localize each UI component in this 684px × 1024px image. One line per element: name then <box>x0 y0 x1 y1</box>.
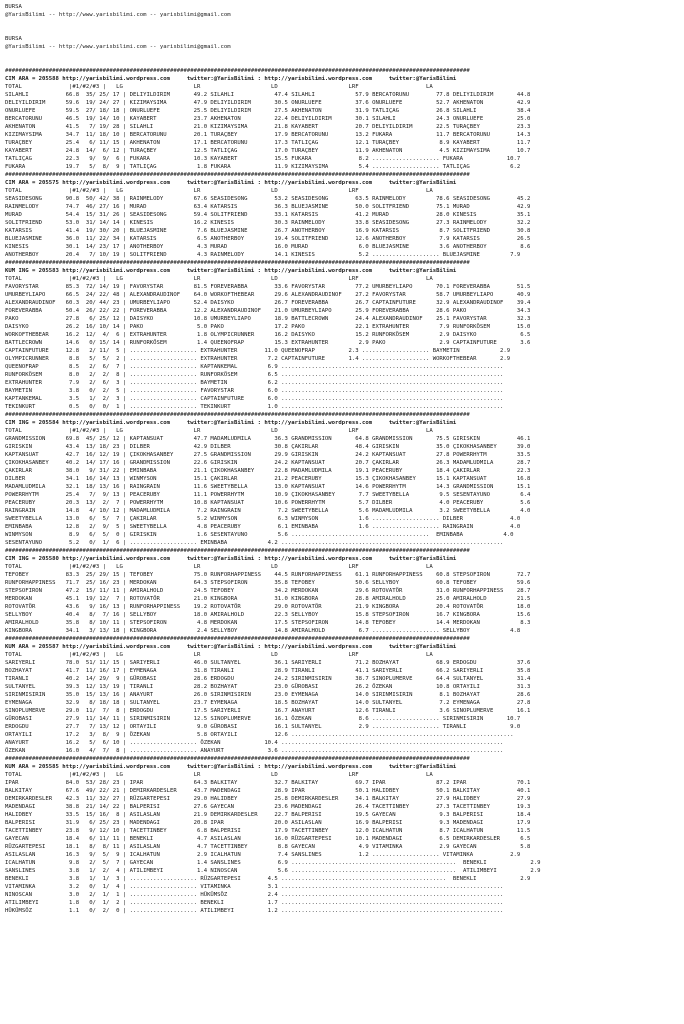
table-row: KAYABERT 24.8 14/ 6/ 12 | TURAÇBEY 12.5 TATLIÇAG 17.0 TURAÇBEY 11.9 AKHENATON 4.5 KIZIMAYSIMA 10.7 <box>5 148 531 154</box>
table-row: RAINMELODY 74.7 46/ 27/ 16 | MURAD 63.4 KATARSIS 36.3 BLUEJASMINE 50.0 SOLITFRIEND 75.1 MURAD 42.9 <box>5 204 531 210</box>
table-row: ERDOGDU 27.7 7/ 13/ 12 | ORTAYILI 9.0 GÜROBASI 16.1 SULTANYEL 2.9 .................... TIRANLI 9.0 <box>5 724 521 730</box>
race-header: CIM ARA = 205588 http://yarisbilimi.wordpress.com twitter:@YarisBilimi : http://yarisbilimi.wordpress.com twitter:@YarisBilimi <box>5 76 457 82</box>
table-row: PEACERUBY 20.3 13/ 2/ 7 | POWERRHYTM 10.8 KAPTANSUAT 10.6 POWERRHYTM 5.7 DILBER 4.0 PEACERUBY 5.6 <box>5 500 531 506</box>
race-header: CIM ING = 205580 http://yarisbilimi.wordpress.com twitter:@YarisBilimi : http://yarisbilimi.wordpress.com twitter:@YarisBilimi <box>5 556 457 562</box>
table-row: SEASIDESONG 90.8 50/ 42/ 38 | RAINMELODY 67.6 SEASIDESONG 53.2 SEASIDESONG 63.5 RAINMELODY 78.6 SEASIDESONG 45.2 <box>5 196 531 202</box>
table-row: BOZHAYAT 41.7 11/ 16/ 17 | EYMENAGA 31.8 TIRANLI 28.9 TIRANLI 41.1 SARIYERLI 66.2 SARIYERLI 35.8 <box>5 668 531 674</box>
table-row: TIRANLI 40.2 14/ 29/ 9 | GÜROBASI 28.6 ERDOGDU 24.2 SIRINMISIRIN 38.7 SINOPLUMERVE 64.4 SULTANYEL 31.4 <box>5 676 531 682</box>
race-header: KUM ARA = 205585 http://yarisbilimi.wordpress.com twitter:@YarisBilimi : http://yarisbilimi.wordpress.com twitter:@YarisBilimi <box>5 764 457 770</box>
table-row: DAISYKO 26.2 16/ 10/ 14 | PAKO 5.0 PAKO 17.2 PAKO 22.1 EXTRAHUNTER 7.9 RUNFORKÖSEM 15.0 <box>5 324 531 330</box>
column-header-row: TOTAL |#1/#2/#3 | LG LR LD LRF LA <box>5 188 433 194</box>
table-row: DELIYILDIRIM 59.6 19/ 24/ 27 | KIZIMAYSIMA 47.9 DELIYILDIRIM 30.5 ONURLUEFE 37.6 ONURLUEFE 52.7 AKHENATON 42.9 <box>5 100 531 106</box>
column-header-row: TOTAL |#1/#2/#3 | LG LR LD LRF LA <box>5 428 433 434</box>
table-row: CAPTAINFUTURE 12.8 2/ 11/ 5 | .................... EXTRAHUNTER 11.0 QUEENOFRAP 2.3 .................... BAYMETIN 2.9 <box>5 348 511 354</box>
table-row: ÇIKOKHASANBEY 40.2 14/ 17/ 16 | GRANDMISSION 22.6 GIRISKIN 24.2 KAPTANSUAT 20.7 ÇAKIRLAR 26.3 MADAMLUDMILA 28.7 <box>5 460 531 466</box>
table-row: EMINBABA 12.8 2/ 9/ 5 | SWEETYBELLA 4.8 PEACERUBY 6.1 EMINBABA 1.6 .................... RAINGRAIN 4.0 <box>5 524 521 530</box>
table-row: TEKINKURT 0.5 0/ 0/ 1 | .................... TEKINKURT 1.0 .................................................................. <box>5 404 504 410</box>
table-row: WORKOFTHEBEAR 16.2 12/ 4/ 6 | EXTRAHUNTER 1.8 OLYMPICRUNNER 16.2 DAISYKO 15.2 RUNFORKÖSEM 2.9 DAISYKO 6.5 <box>5 332 531 338</box>
blank-line <box>5 59 684 67</box>
table-row: ORTAYILI 17.2 3/ 8/ 9 | ÖZEKAN 5.8 ORTAYILI 12.6 .................................................................. <box>5 732 514 738</box>
table-row: GIRISKIN 43.4 13/ 18/ 23 | DILBER 42.9 DILBER 30.8 ÇAKIRLAR 48.4 GIRISKIN 35.0 ÇIKOKHASANBEY 39.0 <box>5 444 531 450</box>
table-row: RUNFORHAPPINESS 71.7 25/ 16/ 23 | MERDOKAN 64.3 STEPSOFIRON 35.8 TEFOBEY 50.6 SELLYBOY 60.8 TEFOBEY 59.6 <box>5 580 531 586</box>
section-divider: ########################################################################################################################################## <box>5 548 470 554</box>
table-row: BAYMETIN 3.8 0/ 2/ 5 | .................... FAVORYSTAR 6.0 .................................................................. <box>5 388 504 394</box>
table-row: RUNFORKÖSEM 8.0 2/ 2/ 8 | .................... RUNFORKÖSEM 6.5 .................................................................. <box>5 372 504 378</box>
table-row: HÜKÜMSÖZ 1.1 0/ 2/ 0 | .................... ATILIMBEYI 1.2 .................................................................. <box>5 908 504 914</box>
table-row: EXTRAHUNTER 7.9 2/ 6/ 3 | .................... BAYMETIN 6.2 .................................................................. <box>5 380 504 386</box>
column-header-row: TOTAL |#1/#2/#3 | LG LR LD LRF LA <box>5 652 433 658</box>
table-row: NINOSCAN 3.0 2/ 1/ 1 | .................... HÜKÜMSÖZ 2.4 .................................................................. <box>5 892 504 898</box>
table-row: ANAYURT 16.2 5/ 6/ 10 | .................... ÖZEKAN 10.4 .................................................................. <box>5 740 504 746</box>
table-row: SINOPLUMERVE 29.0 11/ 7/ 8 | ERDOGDU 17.5 SARIYERLI 16.7 ANAYURT 12.6 TIRANLI 3.6 SINOPLUMERVE 16.1 <box>5 708 531 714</box>
table-row: ANOTHERBOY 20.4 7/ 10/ 19 | SOLITFRIEND 4.3 RAINMELODY 14.1 KINESIS 5.2 .................... BLUEJASMINE 7.9 <box>5 252 521 258</box>
table-row: ONURLUEFE 59.5 27/ 18/ 18 | ONURLUEFE 25.5 DELIYILDIRIM 27.5 AKHENATON 31.9 TATLIÇAG 26.8 SILAHLI 38.4 <box>5 108 531 114</box>
table-row: BALKITAY 67.6 49/ 22/ 21 | DEMIRKARDESLER 43.7 MADENDAGI 28.9 IPAR 50.1 HALIDBEY 50.1 BALKITAY 40.1 <box>5 788 531 794</box>
section-divider: ########################################################################################################################################## <box>5 260 470 266</box>
table-row: KAPTANKEMAL 3.5 1/ 2/ 3 | .................... CAPTAINFUTURE 6.0 .................................................................. <box>5 396 504 402</box>
table-row: TACETTINBEY 23.8 9/ 12/ 10 | TACETTINBEY 6.8 BALPERISI 17.9 TACETTINBEY 12.0 ICALHATUN 8.7 ICALHATUN 11.5 <box>5 828 531 834</box>
table-row: ASILASLAN 16.3 9/ 5/ 9 | ICALHATUN 2.9 ICALHATUN 7.4 SANSLINES 1.2 .................... VITAMINKA 2.9 <box>5 852 521 858</box>
table-row: FOREVERABBA 50.4 26/ 22/ 22 | FOREVERABBA 12.2 ALEXANDRAUDINOF 21.0 UMURBEYLIAPO 25.9 FOREVERABBA 28.6 PAKO 34.3 <box>5 308 531 314</box>
table-row: MURAD 54.4 15/ 31/ 26 | SEASIDESONG 59.4 SOLITFRIEND 33.1 KATARSIS 41.2 MURAD 28.0 KINESIS 35.1 <box>5 212 531 218</box>
table-row: ALEXANDRAUDINOF 60.3 20/ 44/ 23 | UMURBEYLIAPO 52.4 DAISYKO 26.7 FOREVERABBA 26.7 CAPTAINFUTURE 32.9 ALEXANDRAUDINOF 39.4 <box>5 300 531 306</box>
table-row: ÖZEKAN 16.0 4/ 7/ 8 | .................... ANAYURT 3.6 .................................................................. <box>5 748 504 754</box>
table-row: ROTOVATÖR 43.6 9/ 16/ 13 | RUNFORHAPPINESS 19.2 ROTOVATÖR 29.0 ROTOVATÖR 21.9 KINGBORA 20.4 ROTOVATÖR 18.0 <box>5 604 531 610</box>
table-row: SESENTAYUNO 5.2 0/ 1/ 6 | .................... EMINBABA 4.2 .................................................................. <box>5 540 504 546</box>
section-divider: ########################################################################################################################################## <box>5 68 470 74</box>
table-row: DEMIRKARDESLER 42.3 11/ 32/ 27 | RÜZGARTEPESI 29.0 HALIDBEY 25.8 DEMIRKARDESLER 34.1 BALKITAY 27.9 HALIDBEY 27.9 <box>5 796 531 802</box>
table-row: KATARSIS 41.4 19/ 30/ 20 | BLUEJASMINE 7.6 BLUEJASMINE 26.7 ANOTHERBOY 16.9 KATARSIS 8.7 SOLITFRIEND 30.8 <box>5 228 531 234</box>
table-row: WINMYSON 8.9 6/ 5/ 0 | GIRISKIN 1.6 SESENTAYUNO 5.6 ......................................... EMINBABA 4.0 <box>5 532 514 538</box>
table-row: GÜROBASI 27.9 11/ 14/ 11 | SIRINMISIRIN 12.5 SINOPLUMERVE 16.1 ÖZEKAN 8.6 .................... SIRINMISIRIN 10.7 <box>5 716 521 722</box>
table-row: BATTLECROWN 14.6 0/ 15/ 14 | RUNFORKÖSEM 1.4 QUEENOFRAP 15.3 EXTRAHUNTER 2.9 PAKO 2.9 CAPTAINFUTURE 3.6 <box>5 340 531 346</box>
column-header-row: TOTAL |#1/#2/#3 | LG LR LD LRF LA <box>5 276 433 282</box>
table-row: SWEETYBELLA 13.0 6/ 5/ 7 | ÇAKIRLAR 5.2 WINMYSON 6.3 WINMYSON 1.6 .................... DILBER 4.0 <box>5 516 521 522</box>
table-row: BLUEJASMINE 36.0 11/ 22/ 34 | KATARSIS 6.5 ANOTHERBOY 19.4 SOLITFRIEND 12.6 ANOTHERBOY 7.9 KATARSIS 26.5 <box>5 236 531 242</box>
race-header: KUM ING = 205583 http://yarisbilimi.wordpress.com twitter:@YarisBilimi : http://yarisbilimi.wordpress.com twitter:@YarisBilimi <box>5 268 457 274</box>
table-row: MADAMLUDMILA 32.1 18/ 13/ 16 | RAINGRAIN 11.6 SWEETYBELLA 13.0 KAPTANSUAT 14.6 POWERRHYTM 14.3 GRANDMISSION 15.1 <box>5 484 531 490</box>
table-row: ÇAKIRLAR 38.0 9/ 31/ 22 | EMINBABA 21.1 ÇIKOKHASANBEY 22.8 MADAMLUDMILA 19.1 PEACERUBY 18.4 ÇAKIRLAR 22.3 <box>5 468 531 474</box>
race-header: KUM ARA = 205587 http://yarisbilimi.wordpress.com twitter:@YarisBilimi : http://yarisbilimi.wordpress.com twitter:@YarisBilimi <box>5 644 457 650</box>
table-row: BENEKLI 3.8 1/ 1/ 3 | .................... RÜZGARTEPESI 4.5 ................................................. BENEKLI 2.9 <box>5 876 531 882</box>
table-row: KIZIMAYSIMA 34.7 11/ 18/ 10 | BERCATORUNU 20.1 TURAÇBEY 17.9 BERCATORUNU 13.2 FUKARA 11.7 BERCATORUNU 14.3 <box>5 132 531 138</box>
table-row: VITAMINKA 3.2 0/ 1/ 4 | .................... VITAMINKA 3.1 .................................................................. <box>5 884 504 890</box>
source-line: @YarisBilimi -- http://www.yarisbilimi.com -- yarisbilimi@gmail.com <box>5 44 231 50</box>
table-row: ATILIMBEYI 1.8 0/ 1/ 2 | .................... BENEKLI 1.7 .................................................................. <box>5 900 504 906</box>
table-row: PAKO 27.8 6/ 25/ 12 | DAISYKO 10.8 UMURBEYLIAPO 18.9 BATTLECROWN 24.4 ALEXANDRAUDINOF 25.1 FAVORYSTAR 32.3 <box>5 316 531 322</box>
table-row: QUEENOFRAP 8.5 2/ 6/ 7 | .................... KAPTANKEMAL 6.9 .................................................................. <box>5 364 504 370</box>
race-header: CIM ARA = 205575 http://yarisbilimi.wordpress.com twitter:@YarisBilimi : http://yarisbilimi.wordpress.com twitter:@YarisBilimi <box>5 180 457 186</box>
city-title: BURSA <box>5 4 22 10</box>
table-row: FUKARA 19.7 5/ 8/ 9 | TATLIÇAG 1.8 FUKARA 11.9 KIZIMAYSIMA 5.4 .................... TATLIÇAG 6.2 <box>5 164 521 170</box>
table-row: ICALHATUN 9.8 2/ 5/ 7 | GAYECAN 1.4 SANSLINES 6.9 ................................................. BENEKLI 2.9 <box>5 860 541 866</box>
table-row: FAVORYSTAR 85.3 72/ 14/ 19 | FAVORYSTAR 81.5 FOREVERABBA 33.6 FAVORYSTAR 77.2 UMURBEYLIAPO 70.1 FOREVERABBA 51.5 <box>5 284 531 290</box>
blank-line <box>5 51 684 59</box>
table-row: SOLITFRIEND 53.0 31/ 14/ 14 | KINESIS 16.2 KINESIS 30.3 RAINMELODY 33.8 SEASIDESONG 27.3 RAINMELODY 32.2 <box>5 220 531 226</box>
table-row: MADENDAGI 38.8 21/ 14/ 22 | BALPERISI 27.6 GAYECAN 23.6 MADENDAGI 26.4 TACETTINBEY 27.3 TACETTINBEY 19.3 <box>5 804 531 810</box>
table-row: SILAHLI 66.8 35/ 25/ 17 | DELIYILDIRIM 49.2 SILAHLI 47.4 SILAHLI 57.9 BERCATORUNU 77.8 DELIYILDIRIM 44.8 <box>5 92 531 98</box>
section-divider: ########################################################################################################################################## <box>5 636 470 642</box>
table-row: GRANDMISSION 69.8 45/ 25/ 12 | KAPTANSUAT 47.7 MADAMLUDMILA 36.3 GRANDMISSION 64.8 GRANDMISSION 75.5 GIRISKIN 46.1 <box>5 436 531 442</box>
table-row: TURAÇBEY 25.4 6/ 11/ 15 | AKHENATON 17.1 BERCATORUNU 17.3 TATLIÇAG 12.1 TURAÇBEY 8.9 KAYABERT 11.7 <box>5 140 531 146</box>
blank-line <box>5 27 684 35</box>
table-row: OLYMPICRUNNER 8.8 5/ 5/ 2 | .................... EXTRAHUNTER 7.2 CAPTAINFUTURE 1.4 .................... WORKOFTHEBEAR 2.9 <box>5 356 511 362</box>
table-row: KAPTANSUAT 42.7 16/ 12/ 19 | ÇIKOKHASANBEY 27.5 GRANDMISSION 29.9 GIRISKIN 24.2 KAPTANSUAT 27.8 POWERRHYTM 33.5 <box>5 452 531 458</box>
column-header-row: TOTAL |#1/#2/#3 | LG LR LD LRF LA <box>5 772 433 778</box>
section-divider: ########################################################################################################################################## <box>5 172 470 178</box>
column-header-row: TOTAL |#1/#2/#3 | LG LR LD LRF LA <box>5 84 433 90</box>
race-header: CIM ING = 205584 http://yarisbilimi.wordpress.com twitter:@YarisBilimi : http://yarisbilimi.wordpress.com twitter:@YarisBilimi <box>5 420 457 426</box>
table-row: MERDOKAN 45.1 19/ 12/ 7 | ROTOVATÖR 21.0 KINGBORA 31.0 KINGBORA 28.8 AMIRALHOLD 25.0 AMIRALHOLD 21.5 <box>5 596 531 602</box>
table-row: POWERRHYTM 25.4 7/ 9/ 13 | PEACERUBY 11.1 POWERRHYTM 10.9 ÇIKOKHASANBEY 7.7 SWEETYBELLA 9.5 SESENTAYUNO 6.4 <box>5 492 531 498</box>
table-row: SIRINMISIRIN 35.0 15/ 13/ 16 | ANAYURT 26.0 SIRINMISIRIN 23.0 EYMENAGA 14.0 SIRINMISIRIN 8.1 BOZHAYAT 28.6 <box>5 692 531 698</box>
table-row: DILBER 34.1 16/ 14/ 13 | WINMYSON 15.1 ÇAKIRLAR 21.2 PEACERUBY 15.3 ÇIKOKHASANBEY 15.1 KAPTANSUAT 16.8 <box>5 476 531 482</box>
table-row: STEPSOFIRON 47.2 15/ 11/ 11 | AMIRALHOLD 24.5 TEFOBEY 34.2 MERDOKAN 29.6 ROTOVATÖR 31.0 RUNFORHAPPINESS 28.7 <box>5 588 531 594</box>
table-row: RÜZGARTEPESI 18.1 8/ 8/ 11 | ASILASLAN 4.7 TACETTINBEY 8.8 GAYECAN 4.9 VITAMINKA 2.9 GAYECAN 5.8 <box>5 844 531 850</box>
table-row: HALIDBEY 33.5 15/ 16/ 8 | ASILASLAN 21.9 DEMIRKARDESLER 22.7 BALPERISI 19.5 GAYECAN 9.3 BALPERISI 18.4 <box>5 812 531 818</box>
table-row: UMURBEYLIAPO 66.5 24/ 22/ 48 | ALEXANDRAUDINOF 64.0 WORKOFTHEBEAR 29.6 ALEXANDRAUDINOF 27.2 FAVORYSTAR 58.7 UMURBEYLIAPO 40.9 <box>5 292 531 298</box>
table-row: GAYECAN 18.4 6/ 11/ 11 | BENEKLI 4.7 ASILASLAN 16.0 RÜZGARTEPESI 10.1 MADENDAGI 6.5 DEMIRKARDESLER 6.5 <box>5 836 531 842</box>
section-divider: ########################################################################################################################################## <box>5 412 470 418</box>
section-divider: ########################################################################################################################################## <box>5 756 470 762</box>
column-header-row: TOTAL |#1/#2/#3 | LG LR LD LRF LA <box>5 564 433 570</box>
source-line: @YarisBilimi -- http://www.yarisbilimi.com -- yarisbilimi@gmail.com <box>5 12 231 18</box>
table-row: TATLIÇAG 22.3 9/ 9/ 6 | FUKARA 10.3 KAYABERT 15.5 FUKARA 8.2 .................... FUKARA 10.7 <box>5 156 521 162</box>
table-row: SARIYERLI 78.0 51/ 11/ 15 | SARIYERLI 46.0 SULTANYEL 36.1 SARIYERLI 71.2 BOZHAYAT 68.9 ERDOGDU 37.6 <box>5 660 531 666</box>
table-row: AKHENATON 41.5 7/ 19/ 28 | SILAHLI 21.0 KIZIMAYSIMA 21.8 KAYABERT 20.7 DELIYILDIRIM 22.5 TURAÇBEY 23.3 <box>5 124 531 130</box>
table-row: IPAR 84.0 53/ 28/ 23 | IPAR 64.3 BALKITAY 32.7 BALKITAY 69.7 IPAR 87.2 IPAR 70.1 <box>5 780 531 786</box>
table-row: AMIRALHOLD 35.8 8/ 10/ 11 | STEPSOFIRON 4.8 MERDOKAN 17.5 STEPSOFIRON 14.8 TEFOBEY 14.4 MERDOKAN 8.3 <box>5 620 531 626</box>
table-row: RAINGRAIN 14.8 4/ 10/ 12 | MADAMLUDMILA 7.2 RAINGRAIN 7.2 SWEETYBELLA 5.6 MADAMLUDMILA 3.2 SWEETYBELLA 4.0 <box>5 508 531 514</box>
table-row: TEFOBEY 83.3 25/ 29/ 15 | TEFOBEY 75.0 RUNFORHAPPINESS 44.5 RUNFORHAPPINESS 61.1 RUNFORHAPPINESS 60.8 STEPSOFIRON 72.7 <box>5 572 531 578</box>
table-row: KINGBORA 34.1 3/ 13/ 18 | KINGBORA 2.4 SELLYBOY 14.8 AMIRALHOLD 6.7 .................... SELLYBOY 4.8 <box>5 628 521 634</box>
table-row: KINESIS 30.1 14/ 23/ 17 | ANOTHERBOY 4.3 MURAD 16.0 MURAD 6.0 BLUEJASMINE 3.6 ANOTHERBOY 8.6 <box>5 244 531 250</box>
table-row: SULTANYEL 39.3 12/ 13/ 19 | TIRANLI 28.2 BOZHAYAT 23.0 GÜROBASI 26.2 ÖZEKAN 10.8 ORTAYILI 31.3 <box>5 684 531 690</box>
city-title: BURSA <box>5 36 22 42</box>
table-row: BALPERISI 31.9 6/ 25/ 23 | MADENDAGI 20.8 IPAR 20.0 ASILASLAN 16.9 BALPERISI 9.3 MADENDAGI 17.9 <box>5 820 531 826</box>
table-row: EYMENAGA 32.9 8/ 18/ 18 | SULTANYEL 23.7 EYMENAGA 18.5 BOZHAYAT 14.0 SULTANYEL 7.2 EYMENAGA 27.8 <box>5 700 531 706</box>
blank-line <box>5 19 684 27</box>
table-row: SELLYBOY 40.4 8/ 7/ 16 | SELLYBOY 18.0 AMIRALHOLD 22.3 SELLYBOY 15.8 STEPSOFIRON 16.7 KINGBORA 15.6 <box>5 612 531 618</box>
table-row: BERCATORUNU 46.5 19/ 14/ 10 | KAYABERT 23.7 AKHENATON 22.4 DELIYILDIRIM 30.1 SILAHLI 24.3 ONURLUEFE 25.0 <box>5 116 531 122</box>
table-row: SANSLINES 3.8 1/ 2/ 4 | ATILIMBEYI 1.4 NINOSCAN 5.6 ................................................. ATILIMBEYI 2.9 <box>5 868 541 874</box>
